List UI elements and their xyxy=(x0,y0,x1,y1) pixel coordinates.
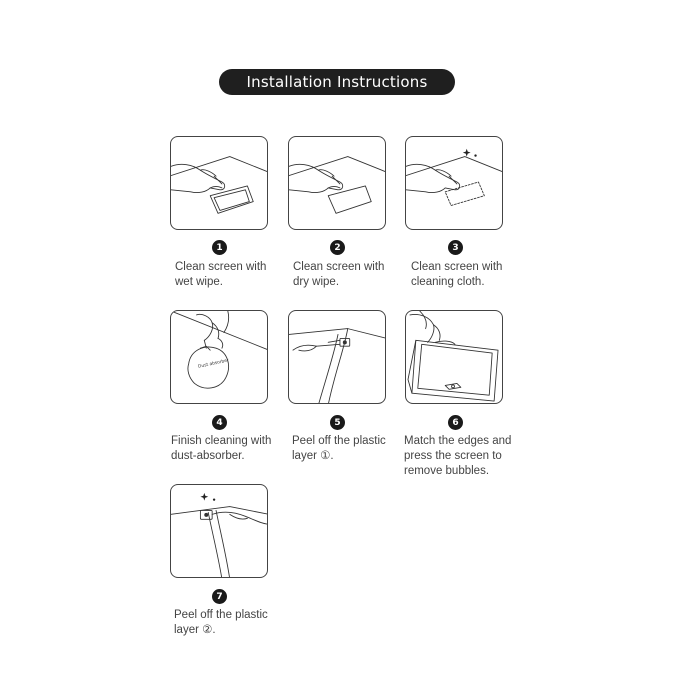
step-7-caption: Peel off the plastic layer ②. xyxy=(174,609,268,636)
step-2-caption: Clean screen with dry wipe. xyxy=(293,261,385,288)
step-7-number-badge: 7 xyxy=(212,589,227,604)
step-2-number-badge: 2 xyxy=(330,240,345,255)
step-4-number-badge: 4 xyxy=(212,415,227,430)
step-1-illustration xyxy=(170,136,268,230)
step-3-illustration xyxy=(405,136,503,230)
step-4-caption: Finish cleaning with dust-absorber. xyxy=(171,435,272,462)
step-3-number-badge: 3 xyxy=(448,240,463,255)
step-6-caption: Match the edges and press the screen to remove bubbles. xyxy=(404,435,512,477)
step-5-caption: Peel off the plastic layer ①. xyxy=(292,435,386,462)
step-3-caption: Clean screen with cleaning cloth. xyxy=(411,261,503,288)
step-2-illustration xyxy=(288,136,386,230)
step-4-illustration xyxy=(170,310,268,404)
step-5-number-badge: 5 xyxy=(330,415,345,430)
step-6-number-badge: 6 xyxy=(448,415,463,430)
step-1-caption: Clean screen with wet wipe. xyxy=(175,261,267,288)
step-7-illustration xyxy=(170,484,268,578)
dust-absorber-label: Dust absorber xyxy=(197,358,230,370)
step-6-illustration xyxy=(405,310,503,404)
page-title: Installation Instructions xyxy=(219,69,455,95)
step-1-number-badge: 1 xyxy=(212,240,227,255)
step-5-illustration xyxy=(288,310,386,404)
